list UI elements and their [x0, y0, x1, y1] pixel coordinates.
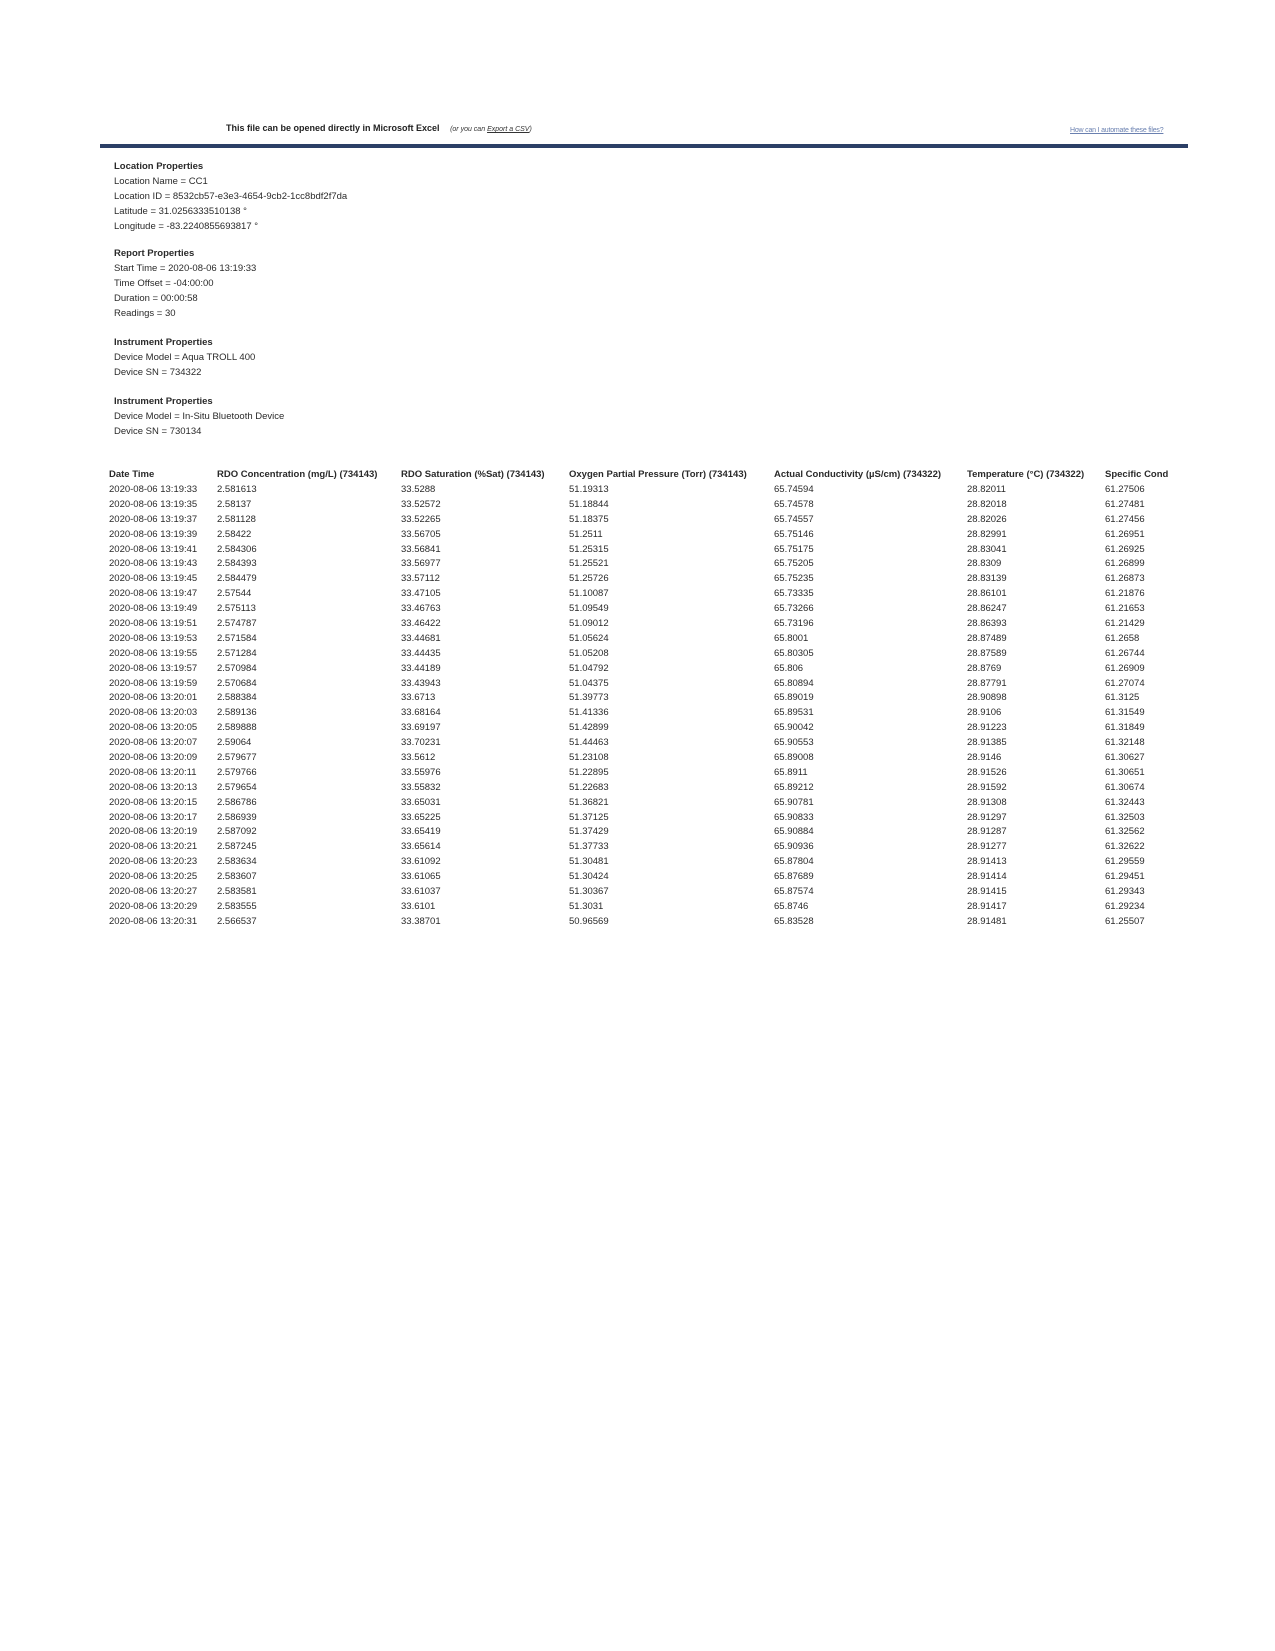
longitude: Longitude = -83.2240855693817 ° [114, 221, 259, 232]
table-cell: 51.18844 [569, 498, 609, 510]
table-cell: 61.29451 [1105, 871, 1145, 883]
table-cell: 61.32622 [1105, 841, 1145, 853]
table-cell: 33.61065 [401, 871, 441, 883]
table-row [109, 616, 1188, 631]
table-cell: 28.91308 [967, 796, 1007, 808]
table-cell: 61.26744 [1105, 647, 1145, 659]
table-cell: 2.575113 [217, 603, 256, 615]
start-time: Start Time = 2020-08-06 13:19:33 [114, 263, 257, 274]
table-cell: 65.73196 [774, 617, 814, 629]
export-csv-link[interactable]: Export a CSV [487, 126, 530, 133]
table-cell: 33.56977 [401, 558, 441, 570]
location-id: Location ID = 8532cb57-e3e3-4654-9cb2-1cc8bdf2f7da [114, 191, 348, 202]
table-row [109, 601, 1188, 616]
table-cell: 2020-08-06 13:20:07 [109, 737, 198, 749]
table-cell: 33.52265 [401, 513, 441, 525]
instrument-1-sn: Device SN = 734322 [114, 367, 202, 378]
table-cell: 28.91277 [967, 841, 1007, 853]
table-cell: 65.74557 [774, 513, 814, 525]
table-row [109, 810, 1188, 825]
table-cell: 33.65614 [401, 841, 441, 853]
table-cell: 33.44435 [401, 647, 441, 659]
table-cell: 28.91297 [967, 811, 1007, 823]
table-cell: 33.46763 [401, 603, 441, 615]
table-cell: 2020-08-06 13:20:01 [109, 692, 198, 704]
table-cell: 51.09012 [569, 617, 609, 629]
table-cell: 2020-08-06 13:20:29 [109, 900, 198, 912]
table-cell: 33.68164 [401, 707, 441, 719]
table-cell: 33.70231 [401, 737, 441, 749]
table-cell: 61.32562 [1105, 826, 1145, 838]
table-cell: 2020-08-06 13:20:15 [109, 796, 198, 808]
table-cell: 65.89212 [774, 781, 814, 793]
table-cell: 51.10087 [569, 588, 609, 600]
table-cell: 2.581128 [217, 513, 256, 525]
time-offset: Time Offset = -04:00:00 [114, 278, 214, 289]
table-cell: 2020-08-06 13:19:49 [109, 603, 198, 615]
table-cell: 33.38701 [401, 915, 441, 927]
table-cell: 2020-08-06 13:20:17 [109, 811, 198, 823]
excel-aside-prefix: (or you can [450, 126, 486, 133]
table-cell: 65.90042 [774, 722, 814, 734]
table-cell: 65.8001 [774, 632, 809, 644]
header-divider [100, 144, 1188, 148]
table-cell: 51.44463 [569, 737, 609, 749]
table-cell: 33.55976 [401, 766, 441, 778]
table-cell: 65.8746 [774, 900, 809, 912]
table-cell: 2020-08-06 13:20:27 [109, 885, 198, 897]
table-row [109, 705, 1188, 720]
table-cell: 51.39773 [569, 692, 609, 704]
table-cell: 65.75235 [774, 573, 814, 585]
table-cell: 51.22895 [569, 766, 609, 778]
instrument-properties-1 [114, 335, 255, 380]
table-cell: 33.65225 [401, 811, 441, 823]
table-cell: 28.91417 [967, 900, 1007, 912]
table-cell: 28.90898 [967, 692, 1007, 704]
table-cell: 61.26951 [1105, 528, 1145, 540]
table-cell: 61.32443 [1105, 796, 1145, 808]
table-cell: 65.90884 [774, 826, 814, 838]
table-row [109, 512, 1188, 527]
table-cell: 61.31849 [1105, 722, 1145, 734]
table-cell: 51.05208 [569, 647, 609, 659]
table-cell: 28.91481 [967, 915, 1007, 927]
table-cell: 2020-08-06 13:20:13 [109, 781, 198, 793]
table-cell: 65.90833 [774, 811, 814, 823]
table-cell: 2.587092 [217, 826, 257, 838]
table-cell: 2020-08-06 13:20:11 [109, 766, 197, 778]
table-cell: 2020-08-06 13:19:59 [109, 677, 198, 689]
table-cell: 65.89008 [774, 751, 814, 763]
table-row [109, 482, 1188, 497]
table-cell: 65.87574 [774, 885, 814, 897]
table-cell: 65.75205 [774, 558, 814, 570]
table-cell: 65.8911 [774, 766, 808, 778]
readings-table [109, 466, 1188, 929]
table-row [109, 690, 1188, 705]
table-cell: 65.73335 [774, 588, 814, 600]
instrument-2-heading: Instrument Properties [114, 396, 213, 407]
table-cell: 51.25726 [569, 573, 609, 585]
table-cell: 61.32148 [1105, 737, 1145, 749]
table-cell: 61.27481 [1105, 498, 1145, 510]
table-cell: 65.83528 [774, 915, 814, 927]
instrument-1-model: Device Model = Aqua TROLL 400 [114, 352, 256, 363]
table-row [109, 884, 1188, 899]
instrument-2-model: Device Model = In-Situ Bluetooth Device [114, 411, 285, 422]
table-cell: 2.579766 [217, 766, 257, 778]
table-cell: 28.87589 [967, 647, 1007, 659]
column-header: RDO Saturation (%Sat) (734143) [401, 468, 545, 480]
table-cell: 28.91413 [967, 856, 1007, 868]
column-header: Actual Conductivity (µS/cm) (734322) [774, 468, 942, 480]
table-cell: 2.586786 [217, 796, 257, 808]
table-row [109, 735, 1188, 750]
table-row [109, 869, 1188, 884]
table-cell: 65.90936 [774, 841, 814, 853]
table-cell: 2020-08-06 13:19:57 [109, 662, 198, 674]
table-cell: 28.91526 [967, 766, 1007, 778]
table-cell: 33.69197 [401, 722, 441, 734]
table-cell: 33.6101 [401, 900, 436, 912]
table-cell: 2.583555 [217, 900, 257, 912]
table-cell: 2020-08-06 13:19:43 [109, 558, 198, 570]
table-cell: 2.587245 [217, 841, 257, 853]
table-cell: 2020-08-06 13:19:41 [109, 543, 198, 555]
table-cell: 61.31549 [1105, 707, 1145, 719]
table-cell: 28.91592 [967, 781, 1007, 793]
table-row [109, 839, 1188, 854]
table-cell: 61.21653 [1105, 603, 1145, 615]
table-cell: 2020-08-06 13:19:33 [109, 483, 198, 495]
table-cell: 2.589136 [217, 707, 257, 719]
table-cell: 65.87804 [774, 856, 814, 868]
table-cell: 28.82011 [967, 483, 1006, 495]
excel-note-aside [450, 126, 532, 133]
table-cell: 65.90553 [774, 737, 814, 749]
table-cell: 51.42899 [569, 722, 609, 734]
table-cell: 51.05624 [569, 632, 609, 644]
table-row [109, 854, 1188, 869]
column-header: Date Time [109, 468, 155, 480]
table-cell: 51.25315 [569, 543, 609, 555]
table-cell: 51.25521 [569, 558, 609, 570]
table-cell: 2.589888 [217, 722, 257, 734]
table-cell: 28.87489 [967, 632, 1007, 644]
table-cell: 65.80894 [774, 677, 814, 689]
table-cell: 2.579654 [217, 781, 257, 793]
table-cell: 2020-08-06 13:20:23 [109, 856, 198, 868]
table-body [109, 482, 1188, 929]
table-cell: 61.26925 [1105, 543, 1145, 555]
table-cell: 33.44189 [401, 662, 441, 674]
table-cell: 33.65031 [401, 796, 441, 808]
table-cell: 2.570984 [217, 662, 257, 674]
table-row [109, 631, 1188, 646]
table-row [109, 646, 1188, 661]
table-cell: 51.19313 [569, 483, 609, 495]
table-cell: 2.58422 [217, 528, 252, 540]
table-cell: 2.579677 [217, 751, 257, 763]
table-cell: 2.571284 [217, 647, 257, 659]
table-cell: 65.87689 [774, 871, 814, 883]
location-properties [114, 159, 347, 234]
table-cell: 65.89019 [774, 692, 814, 704]
page-header [0, 0, 1275, 150]
table-cell: 2.581613 [217, 483, 257, 495]
table-cell: 2.583634 [217, 856, 257, 868]
table-cell: 65.74578 [774, 498, 814, 510]
table-cell: 51.36821 [569, 796, 609, 808]
table-cell: 51.18375 [569, 513, 609, 525]
table-cell: 28.86393 [967, 617, 1007, 629]
table-row [109, 899, 1188, 914]
table-cell: 65.806 [774, 662, 804, 674]
excel-aside-suffix: ) [529, 126, 532, 133]
table-cell: 65.90781 [774, 796, 814, 808]
readings: Readings = 30 [114, 308, 176, 319]
table-cell: 2020-08-06 13:20:31 [109, 915, 198, 927]
table-cell: 2.571584 [217, 632, 257, 644]
table-cell: 2.583607 [217, 871, 257, 883]
table-cell: 28.8309 [967, 558, 1002, 570]
instrument-properties-2 [114, 394, 284, 439]
table-cell: 2020-08-06 13:20:25 [109, 871, 198, 883]
table-cell: 51.04375 [569, 677, 609, 689]
table-row [109, 824, 1188, 839]
table-row [109, 750, 1188, 765]
table-cell: 2020-08-06 13:20:05 [109, 722, 198, 734]
table-cell: 2.574787 [217, 617, 257, 629]
table-cell: 33.57112 [401, 573, 440, 585]
table-cell: 51.37125 [569, 811, 609, 823]
table-cell: 2020-08-06 13:19:51 [109, 617, 198, 629]
table-cell: 65.74594 [774, 483, 814, 495]
table-cell: 28.91414 [967, 871, 1007, 883]
table-cell: 51.3031 [569, 900, 604, 912]
column-header: Oxygen Partial Pressure (Torr) (734143) [569, 468, 747, 480]
table-cell: 33.61037 [401, 885, 441, 897]
table-cell: 33.56841 [401, 543, 441, 555]
table-cell: 51.30367 [569, 885, 609, 897]
table-cell: 51.41336 [569, 707, 609, 719]
table-cell: 2.566537 [217, 915, 257, 927]
table-cell: 61.30627 [1105, 751, 1145, 763]
table-cell: 28.91287 [967, 826, 1007, 838]
table-cell: 2020-08-06 13:19:55 [109, 647, 198, 659]
table-cell: 61.32503 [1105, 811, 1145, 823]
table-cell: 2.586939 [217, 811, 257, 823]
table-row [109, 780, 1188, 795]
table-cell: 61.21876 [1105, 588, 1145, 600]
table-header-row [109, 466, 1188, 482]
table-cell: 2020-08-06 13:20:21 [109, 841, 198, 853]
automate-files-link[interactable]: How can I automate these files? [1070, 127, 1164, 134]
table-cell: 61.27456 [1105, 513, 1145, 525]
location-heading: Location Properties [114, 161, 204, 172]
table-cell: 61.30651 [1105, 766, 1145, 778]
table-cell: 2.584393 [217, 558, 257, 570]
table-cell: 51.22683 [569, 781, 609, 793]
table-cell: 2020-08-06 13:19:39 [109, 528, 198, 540]
table-cell: 51.30424 [569, 871, 609, 883]
table-cell: 33.52572 [401, 498, 441, 510]
table-row [109, 497, 1188, 512]
table-cell: 28.91415 [967, 885, 1007, 897]
table-cell: 61.26899 [1105, 558, 1145, 570]
table-cell: 2020-08-06 13:19:45 [109, 573, 198, 585]
table-cell: 61.25507 [1105, 915, 1145, 927]
instrument-1-heading: Instrument Properties [114, 337, 213, 348]
table-cell: 65.80305 [774, 647, 814, 659]
table-row [109, 542, 1188, 557]
table-cell: 28.9106 [967, 707, 1002, 719]
table-cell: 61.3125 [1105, 692, 1140, 704]
table-cell: 65.89531 [774, 707, 814, 719]
excel-note-text: This file can be opened directly in Microsoft Excel [226, 123, 440, 133]
table-cell: 61.26909 [1105, 662, 1145, 674]
table-cell: 2020-08-06 13:20:03 [109, 707, 198, 719]
table-cell: 33.6713 [401, 692, 436, 704]
table-cell: 51.23108 [569, 751, 609, 763]
table-cell: 65.75146 [774, 528, 814, 540]
table-cell: 2020-08-06 13:19:37 [109, 513, 198, 525]
column-header: Temperature (°C) (734322) [967, 468, 1085, 480]
table-cell: 28.82991 [967, 528, 1007, 540]
table-cell: 51.30481 [569, 856, 609, 868]
table-cell: 65.73266 [774, 603, 814, 615]
table-cell: 28.87791 [967, 677, 1007, 689]
table-cell: 28.91385 [967, 737, 1007, 749]
table-row [109, 795, 1188, 810]
duration: Duration = 00:00:58 [114, 293, 198, 304]
table-cell: 2.570684 [217, 677, 257, 689]
table-cell: 2020-08-06 13:20:09 [109, 751, 198, 763]
table-cell: 61.27074 [1105, 677, 1145, 689]
location-name: Location Name = CC1 [114, 176, 208, 187]
report-properties [114, 246, 256, 321]
table-row [109, 765, 1188, 780]
table-cell: 2020-08-06 13:20:19 [109, 826, 198, 838]
table-cell: 2020-08-06 13:19:53 [109, 632, 198, 644]
table-cell: 61.29559 [1105, 856, 1145, 868]
table-cell: 33.61092 [401, 856, 441, 868]
table-row [109, 527, 1188, 542]
table-cell: 2.584306 [217, 543, 257, 555]
table-row [109, 720, 1188, 735]
table-cell: 28.91223 [967, 722, 1007, 734]
table-row [109, 661, 1188, 676]
table-cell: 2.588384 [217, 692, 257, 704]
table-cell: 51.37429 [569, 826, 609, 838]
table-cell: 61.21429 [1105, 617, 1145, 629]
table-cell: 51.04792 [569, 662, 609, 674]
table-cell: 2.57544 [217, 588, 252, 600]
table-cell: 61.29234 [1105, 900, 1145, 912]
table-cell: 61.2658 [1105, 632, 1140, 644]
table-row [109, 586, 1188, 601]
table-cell: 33.56705 [401, 528, 441, 540]
table-cell: 2.59064 [217, 737, 252, 749]
table-cell: 61.29343 [1105, 885, 1145, 897]
table-cell: 33.5288 [401, 483, 436, 495]
table-cell: 28.9146 [967, 751, 1002, 763]
table-cell: 28.82026 [967, 513, 1007, 525]
latitude: Latitude = 31.0256333510138 ° [114, 206, 247, 217]
table-cell: 28.86101 [967, 588, 1007, 600]
table-cell: 2020-08-06 13:19:35 [109, 498, 198, 510]
table-cell: 2.583581 [217, 885, 257, 897]
table-cell: 33.55832 [401, 781, 441, 793]
table-cell: 33.5612 [401, 751, 436, 763]
table-cell: 28.83139 [967, 573, 1007, 585]
table-row [109, 556, 1188, 571]
table-cell: 33.46422 [401, 617, 441, 629]
table-cell: 51.09549 [569, 603, 609, 615]
table-row [109, 914, 1188, 929]
report-heading: Report Properties [114, 248, 195, 259]
table-cell: 28.82018 [967, 498, 1007, 510]
table-cell: 61.26873 [1105, 573, 1145, 585]
column-header: Specific Cond [1105, 468, 1169, 480]
column-header: RDO Concentration (mg/L) (734143) [217, 468, 378, 480]
table-cell: 28.8769 [967, 662, 1002, 674]
table-cell: 2.584479 [217, 573, 257, 585]
table-cell: 51.37733 [569, 841, 609, 853]
table-row [109, 676, 1188, 691]
excel-note [226, 123, 532, 133]
table-cell: 61.27506 [1105, 483, 1145, 495]
table-cell: 61.30674 [1105, 781, 1145, 793]
table-cell: 33.44681 [401, 632, 441, 644]
table-cell: 33.47105 [401, 588, 441, 600]
table-cell: 51.2511 [569, 528, 603, 540]
table-cell: 2.58137 [217, 498, 252, 510]
table-cell: 28.86247 [967, 603, 1007, 615]
table-cell: 33.65419 [401, 826, 441, 838]
table-cell: 33.43943 [401, 677, 441, 689]
instrument-2-sn: Device SN = 730134 [114, 426, 202, 437]
table-row [109, 571, 1188, 586]
table-cell: 50.96569 [569, 915, 609, 927]
table-cell: 28.83041 [967, 543, 1007, 555]
table-cell: 65.75175 [774, 543, 814, 555]
table-cell: 2020-08-06 13:19:47 [109, 588, 198, 600]
